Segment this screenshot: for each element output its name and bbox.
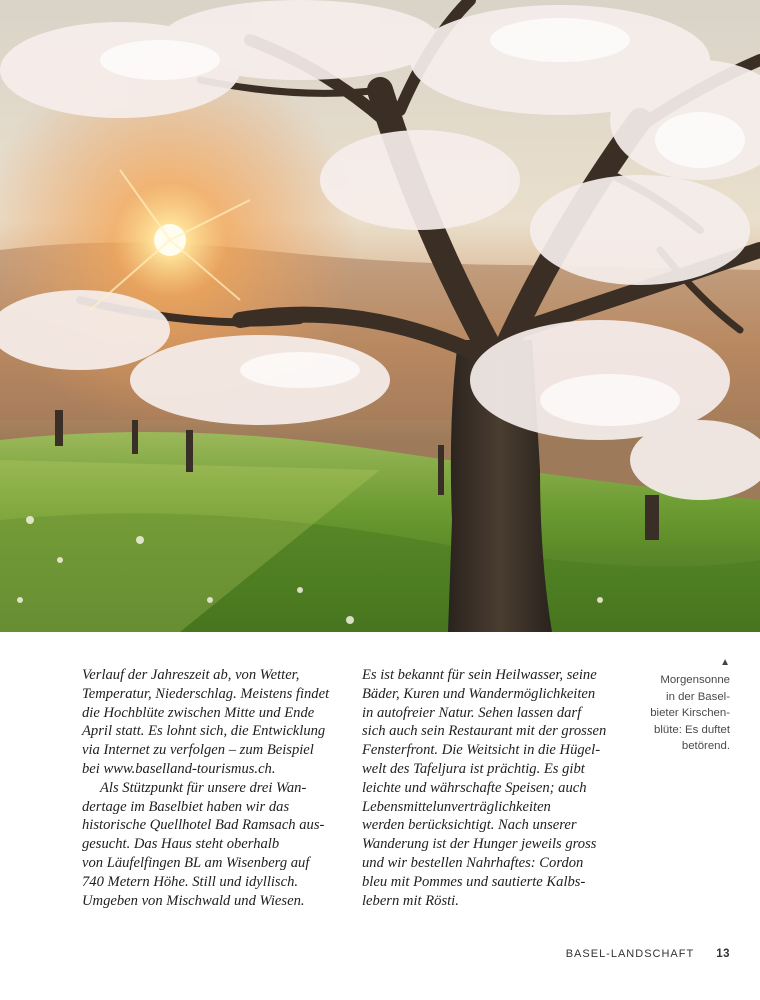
paragraph-2 — [82, 779, 344, 911]
caption-line: Morgensonne — [660, 674, 730, 687]
text-line: gesucht. Das Haus steht oberhalb — [82, 836, 280, 853]
text-line: und wir bestellen Nahrhaftes: Cordon — [362, 854, 584, 871]
text-column-left — [82, 666, 344, 910]
caption-marker-icon: ▲ — [720, 657, 730, 668]
text-line: Als Stützpunkt für unsere drei Wan- — [100, 779, 307, 796]
caption-line: betörend. — [681, 740, 730, 753]
text-line: April statt. Es lohnt sich, die Entwicklung — [82, 723, 326, 740]
section-title: BASEL-LANDSCHAFT — [565, 948, 695, 960]
text-line: welt des Tafeljura ist prächtig. Es gibt — [362, 760, 585, 777]
text-line: historische Quellhotel Bad Ramsach aus- — [82, 817, 325, 834]
text-line: bleu mit Pommes und sautierte Kalbs- — [362, 873, 586, 890]
caption-line: blüte: Es duftet — [654, 723, 730, 736]
text-line: werden berücksichtigt. Nach unserer — [362, 817, 577, 834]
text-line: bei www.baselland-tourismus.ch. — [82, 760, 276, 777]
text-line: Bäder, Kuren und Wandermöglichkeiten — [362, 685, 596, 702]
photo-caption — [620, 655, 730, 754]
page-number: 13 — [716, 948, 730, 960]
text-line: Temperatur, Niederschlag. Meistens findet — [82, 685, 330, 702]
text-line: die Hochblüte zwischen Mitte und Ende — [82, 704, 315, 721]
text-line: Verlauf der Jahreszeit ab, von Wetter, — [82, 667, 300, 683]
text-line: Fensterfront. Die Weitsicht in die Hügel- — [362, 742, 601, 759]
text-line: Es ist bekannt für sein Heilwasser, seine — [362, 667, 597, 683]
caption-line: bieter Kirschen- — [650, 707, 730, 720]
text-line: lebern mit Rösti. — [362, 892, 459, 909]
text-line: Lebensmittelunverträglichkeiten — [362, 798, 551, 815]
text-line: in autofreier Natur. Sehen lassen darf — [362, 704, 582, 721]
text-line: 740 Metern Höhe. Still und idyllisch. — [82, 873, 299, 890]
text-line: via Internet zu verfolgen – zum Beispiel — [82, 742, 314, 759]
text-line: Umgeben von Mischwald und Wiesen. — [82, 892, 305, 909]
text-line: leichte und währschafte Speisen; auch — [362, 779, 587, 796]
text-line: sich auch sein Restaurant mit der grossen — [362, 723, 607, 740]
text-line: dertage im Baselbiet haben wir das — [82, 798, 290, 815]
text-line: von Läufelfingen BL am Wisenberg auf — [82, 854, 310, 871]
page-footer — [566, 948, 730, 960]
caption-line: in der Basel- — [666, 690, 730, 703]
text-line: Wanderung ist der Hunger jeweils gross — [362, 836, 597, 853]
text-column-right — [362, 666, 624, 910]
paragraph-3 — [362, 666, 624, 910]
paragraph-1 — [82, 666, 344, 779]
